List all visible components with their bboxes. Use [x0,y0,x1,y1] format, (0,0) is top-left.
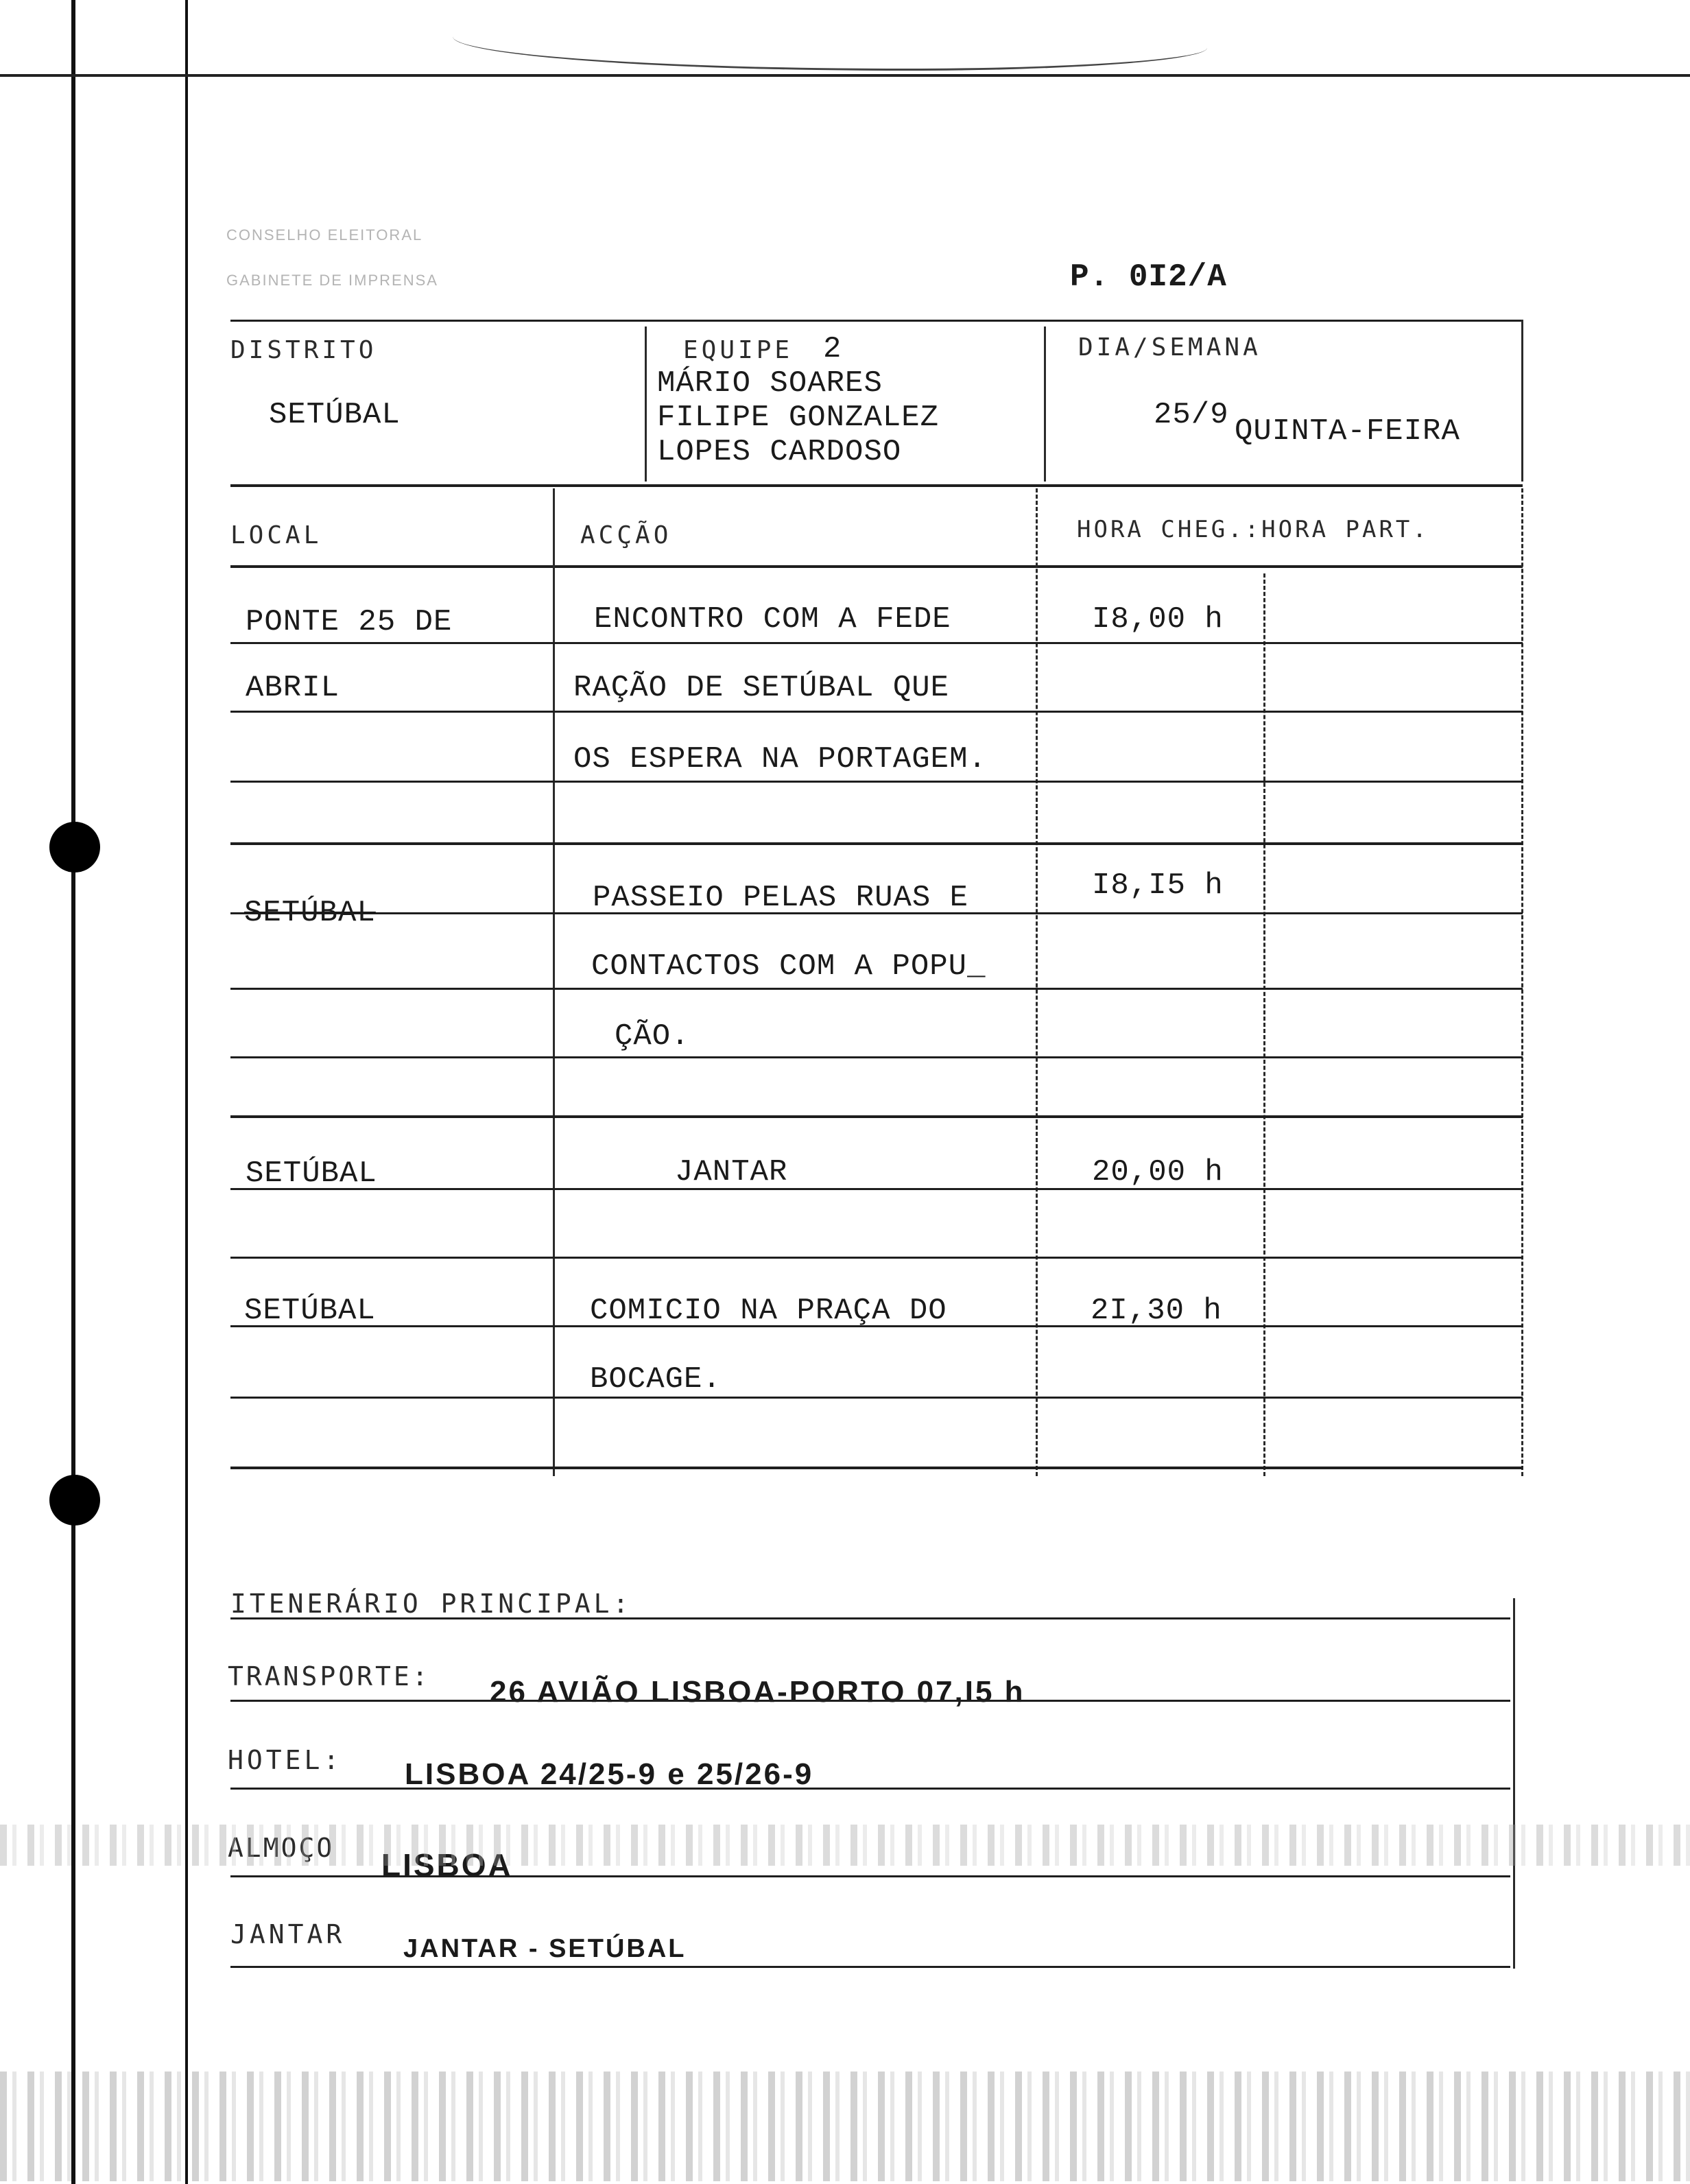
punch-hole-top [49,822,100,873]
info-divider-2 [1044,327,1046,482]
row-7-hora: 20,00 h [1092,1155,1224,1189]
column-divider-2 [1036,488,1038,1476]
header-faint-line1: CONSELHO ELEITORAL [226,226,423,244]
jantar-value: JANTAR - SETÚBAL [403,1934,687,1963]
top-rule [0,74,1690,77]
info-divider-1 [645,327,647,482]
equipe-number: 2 [823,332,842,366]
row-4-accao: PASSEIO PELAS RUAS E [593,881,969,915]
column-divider-1 [553,488,555,1476]
table-bottom-rule [230,1467,1523,1469]
row-5-accao: CONTACTOS COM A POPU_ [591,949,986,984]
row-8-hora: 2I,30 h [1091,1294,1222,1328]
transporte-label: TRANSPORTE: [228,1661,431,1692]
team-member-2: FILIPE GONZALEZ [657,401,940,435]
row-rule [230,711,1523,713]
almoco-rule [230,1875,1510,1877]
header-faint-line2: GABINETE DE IMPRENSA [226,272,438,289]
jantar-rule [230,1966,1510,1968]
row-rule [230,1188,1523,1190]
row-7-accao: JANTAR [675,1155,788,1189]
row-6-accao: ÇÃO. [615,1019,690,1054]
transporte-value: 26 AVIÃO LISBOA-PORTO 07,I5 h [490,1675,1025,1709]
hotel-value: LISBOA 24/25-9 e 25/26-9 [405,1757,814,1791]
row-1-accao: ENCONTRO COM A FEDE [594,602,951,637]
table-top-rule [230,484,1523,487]
row-2-local: ABRIL [246,671,340,705]
hotel-label: HOTEL: [228,1745,343,1775]
row-7-local: SETÚBAL [246,1156,377,1191]
scan-noise-band [0,2072,1690,2181]
row-4-local: SETÚBAL [244,896,376,930]
row-1-local: PONTE 25 DE [246,605,453,639]
row-4-hora: I8,I5 h [1092,868,1224,903]
row-9-accao: BOCAGE. [590,1362,722,1397]
dia-semana-label: DIA/SEMANA [1078,333,1261,361]
team-member-3: LOPES CARDOSO [657,435,902,469]
date-value: 25/9 [1154,398,1229,432]
row-rule [230,842,1523,845]
info-top-rule [230,320,1523,322]
row-rule [230,1056,1523,1058]
scan-noise-band [0,1825,1690,1866]
row-rule [230,988,1523,990]
row-rule [230,642,1523,644]
column-divider-3 [1263,573,1265,1476]
team-member-1: MÁRIO SOARES [657,366,883,401]
jantar-label: JANTAR [230,1919,346,1949]
hotel-rule [230,1788,1510,1790]
page-code: P. 0I2/A [1070,259,1227,295]
header-bottom-rule [230,565,1523,568]
transporte-rule [230,1700,1510,1702]
itinerary-title: ITENERÁRIO PRINCIPAL: [230,1589,632,1619]
row-8-accao: COMICIO NA PRAÇA DO [590,1294,947,1328]
equipe-label: EQUIPE [683,336,794,364]
column-header-local: LOCAL [230,521,322,549]
distrito-label: DISTRITO [230,336,377,364]
table-right-edge [1521,488,1523,1476]
column-header-accao: ACÇÃO [580,521,672,549]
row-rule [230,781,1523,783]
itinerary-rule [230,1617,1510,1619]
almoco-value: LISBOA [381,1847,513,1883]
column-header-hora: HORA CHEG.:HORA PART. [1077,516,1429,543]
weekday-value: QUINTA-FEIRA [1235,414,1460,449]
row-3-accao: OS ESPERA NA PORTAGEM. [573,742,987,776]
info-right-edge [1521,320,1523,482]
distrito-value: SETÚBAL [269,398,401,432]
row-rule [230,1257,1523,1259]
row-2-accao: RAÇÃO DE SETÚBAL QUE [573,671,950,705]
row-1-hora: I8,00 h [1092,602,1224,637]
torn-edge [453,14,1207,71]
row-rule [230,1115,1523,1118]
almoco-label: ALMOÇO [228,1833,335,1863]
row-8-local: SETÚBAL [244,1294,376,1328]
itinerary-right-edge [1513,1598,1515,1969]
punch-hole-bottom [49,1475,100,1526]
row-rule [230,1397,1523,1399]
